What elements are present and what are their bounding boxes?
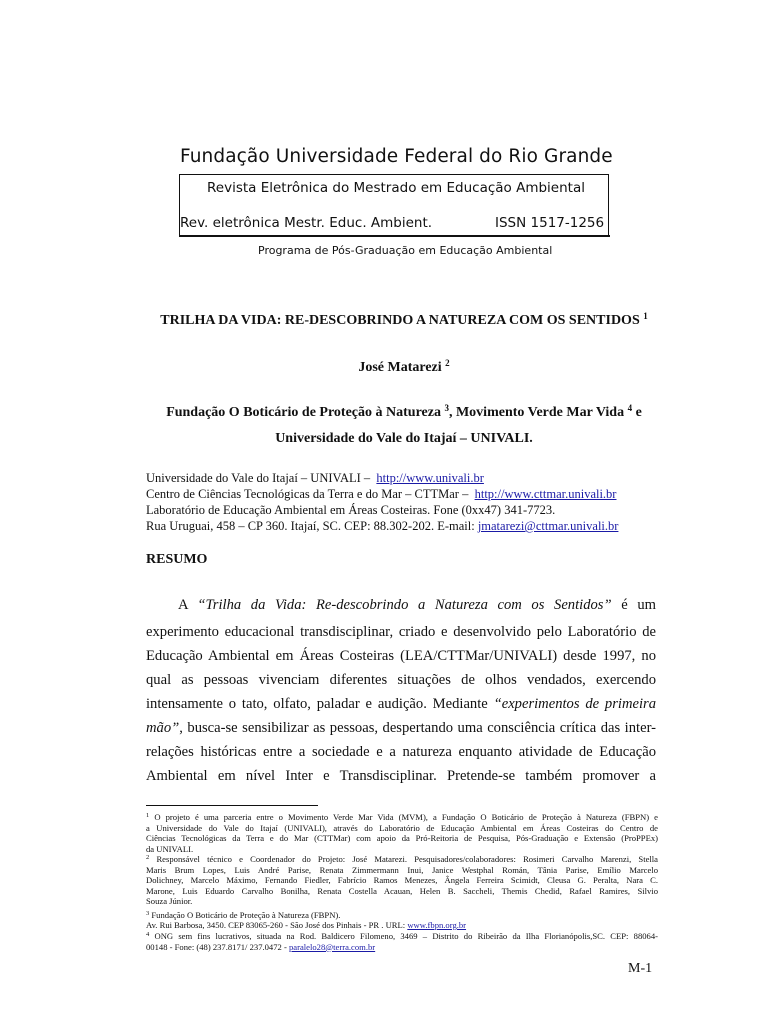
journal-issn: ISSN 1517-1256 (495, 215, 605, 231)
footnote-ref-3[interactable]: 3 (444, 403, 449, 413)
article-title-text: TRILHA DA VIDA: RE-DESCOBRINDO A NATUREZA COM OS SENTIDOS (160, 313, 640, 328)
footnote-number: 3 (146, 910, 150, 917)
footnote-line: Souza Júnior. (146, 896, 193, 907)
program-name: Programa de Pós-Graduação em Educação Ambiental (258, 244, 553, 257)
resumo-italic: mão” (146, 720, 180, 736)
footnote-line: Marone, Luis Eduardo Carvalho Bonilha, Renata Costella Acauan, Helen B. Saccheli, Themis Chedid, Rafael Ramires, Silvio (146, 885, 658, 896)
institutions-line-2: Universidade do Vale do Itajaí – UNIVALI. (275, 431, 533, 446)
footnote-text: 00148 - Fone: (48) 237.8171/ 237.0472 - (146, 941, 289, 952)
paralelo-email-link[interactable]: paralelo28@terra.com.br (288, 941, 376, 952)
footnote-4 (146, 931, 658, 952)
footnote-line: Dolichney, Marcelo Máximo, Fernando Fiedler, Fabrício Ramos Menezes, Ângela Ferreira Scimidt, Cleusa G. Peralta, Nara C. (146, 875, 658, 886)
footnote-line (146, 854, 658, 865)
address-cttmar: Centro de Ciências Tecnológicas da Terra e do Mar – CTTMar – (146, 487, 469, 501)
email-link[interactable]: jmatarezi@cttmar.univali.br (477, 519, 619, 533)
fbpn-link[interactable]: www.fbpn.org.br (407, 920, 467, 930)
footnote-line (146, 920, 658, 931)
resumo-italic: “experimentos de primeira (493, 696, 656, 712)
address-line-3: Laboratório de Educação Ambiental em Áreas Costeiras. Fone (0xx47) 341-7723. (146, 503, 556, 517)
article-title (0, 313, 768, 329)
address-line-1 (146, 470, 618, 486)
resumo-heading: RESUMO (146, 552, 208, 567)
footnote-ref-2[interactable]: 2 (445, 358, 450, 368)
journal-abbreviation: Rev. eletrônica Mestr. Educ. Ambient. (180, 215, 433, 231)
footnote-number: 1 (146, 812, 150, 819)
address-street: Rua Uruguai, 458 – CP 360. Itajaí, SC. CEP: 88.302-202. E-mail: (146, 519, 475, 533)
resumo-line (146, 720, 656, 737)
address-line-2 (146, 486, 618, 502)
address-univali: Universidade do Vale do Itajaí – UNIVALI – (146, 471, 371, 485)
footnote-3 (146, 910, 658, 921)
address-line-4 (146, 518, 618, 534)
project-name-italic: “Trilha da Vida: Re-descobrindo a Natureza com os Sentidos” (197, 597, 612, 613)
footnote-number: 4 (146, 931, 150, 938)
resumo-line: Ambiental em nível Inter e Transdisciplinar. Pretende-se também promover a (146, 768, 656, 784)
footnote-text: Responsável técnico e Coordenador do Projeto: José Matarezi. Pesquisadores/colaboradores: Rosimeri Carvalho Marenzi, Stella (156, 854, 658, 864)
footnote-line: Maris Brum Lopes, Luis André Parise, Renata Zimmermann Inui, Janice Westphal Román, Tânia Parise, Emílio Marcelo (146, 864, 658, 875)
resumo-line (146, 696, 656, 713)
resumo-text: intensamente o tato, olfato, paladar e audição. Mediante (146, 696, 494, 712)
footnote-3-address (146, 920, 658, 931)
footnote-text: ONG sem fins lucrativos, situada na Rod. Baldicero Filomeno, 3469 – Distrito do Ribeirão da Ilha Florianópolis,SC. CEP: 88064- (154, 931, 658, 941)
footnote-line: Ciências Tecnológicas da Terra e do Mar (CTTMar) com apoio da Pró-Reitoria de Pesquisa, Pós-Graduação e Extensão (ProPPEx) (146, 833, 658, 844)
footnote-ref-4[interactable]: 4 (627, 403, 633, 413)
author-name: José Matarezi (358, 360, 442, 375)
journal-masthead-title: Fundação Universidade Federal do Rio Grande (180, 146, 613, 167)
footnote-number: 2 (146, 854, 150, 861)
address-block (146, 470, 618, 534)
footnote-text: O projeto é uma parceria entre o Movimento Verde Mar Vida (MVM), a Fundação O Boticário de Proteção à Natureza (FBPN) e (154, 812, 658, 822)
footnote-line (146, 910, 658, 921)
footnote-line (146, 812, 658, 823)
footnote-1 (146, 812, 658, 854)
institutions-line-1 (0, 405, 768, 421)
footnote-separator (146, 805, 318, 806)
univali-link[interactable]: http://www.univali.br (376, 471, 484, 485)
resumo-text: , busca-se sensibilizar as pessoas, despertando uma consciência crítica das inter- (179, 720, 656, 736)
page-number: M-1 (628, 961, 653, 976)
footnote-line (146, 931, 658, 942)
institution-mvm: , Movimento Verde Mar Vida (448, 405, 625, 420)
article-author (0, 360, 768, 376)
institutions-connector: e (632, 405, 642, 420)
footnote-line: a Universidade do Vale do Itajaí (UNIVALI), através do Laboratório de Educação Ambiental em Áreas Costeiras do Centro de (146, 822, 658, 833)
resumo-line: relações históricas entre a sociedade e a natureza enquanto atividade de Educação (146, 744, 656, 760)
footnote-text: Fundação O Boticário de Proteção à Natureza (FBPN). (151, 910, 341, 920)
resumo-line: Educação Ambiental em Áreas Costeiras (LEA/CTTMar/UNIVALI) desde 1997, no (146, 648, 656, 664)
institution-fbpn: Fundação O Boticário de Proteção à Natureza (166, 405, 441, 420)
resumo-text: A (178, 597, 198, 613)
footnote-line: da UNIVALI. (146, 843, 194, 854)
footnote-ref-1[interactable]: 1 (643, 311, 648, 321)
cttmar-link[interactable]: http://www.cttmar.univali.br (474, 487, 617, 501)
footnote-line (146, 942, 658, 953)
resumo-line (178, 597, 656, 614)
resumo-line: qual as pessoas vivenciam diferentes situações de olhos vendados, exercendo (146, 672, 656, 688)
footnote-text: Av. Rui Barbosa, 3450. CEP 83065-260 - São José dos Pinhais - PR . URL: (146, 920, 408, 930)
resumo-text: é um (611, 597, 656, 613)
footnote-2 (146, 854, 658, 907)
journal-subtitle: Revista Eletrônica do Mestrado em Educação Ambiental (207, 180, 585, 196)
resumo-line: experimento educacional transdisciplinar, criado e desenvolvido pelo Laboratório de (146, 624, 656, 640)
